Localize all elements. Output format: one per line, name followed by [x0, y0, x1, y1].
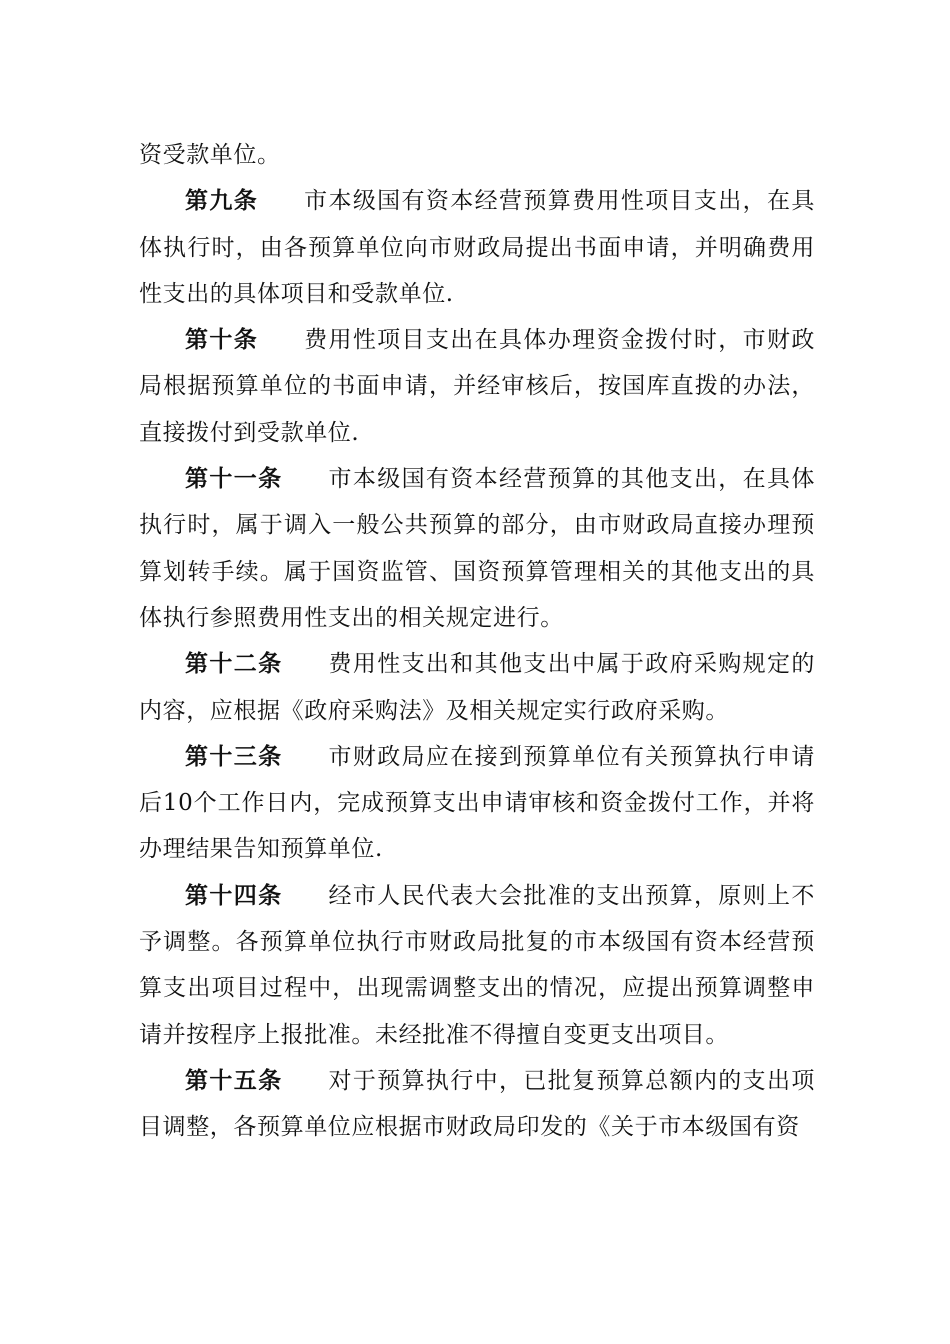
paragraph-text: 市财政局应在接到预算单位有关预算执行申请后10个工作日内，完成预算支出申请审核和资金拨付工作，并将办理结果告知预算单位.: [139, 743, 816, 863]
article-11: [139, 456, 815, 641]
paragraph-text: 资受款单位。: [139, 142, 281, 168]
article-number: 第十一条: [185, 465, 283, 493]
paragraph-text: 市本级国有资本经营预算费用性项目支出，在具体执行时，由各预算单位向市财政局提出书面申请，并明确费用性支出的具体项目和受款单位.: [139, 188, 815, 307]
article-number: 第十五条: [185, 1066, 283, 1094]
article-number: 第十四条: [185, 881, 283, 909]
article-number: 第十三条: [185, 742, 283, 770]
article-number: 第九条: [185, 187, 259, 215]
document-body: [139, 132, 815, 1151]
article-13: [139, 734, 815, 873]
paragraph-text: 经市人民代表大会批准的支出预算，原则上不予调整。各预算单位执行市财政局批复的市本级国有资本经营预算支出项目过程中，出现需调整支出的情况，应提出预算调整申请并按程序上报批准。未经批准不得擅自变更支出项目。: [139, 882, 816, 1048]
paragraph-continuation: [139, 132, 815, 178]
article-12: [139, 641, 815, 734]
paragraph-text: 费用性项目支出在具体办理资金拨付时，市财政局根据预算单位的书面申请，并经审核后，按国库直拨的办法，直接拨付到受款单位.: [139, 327, 815, 446]
paragraph-text: 市本级国有资本经营预算的其他支出，在具体执行时，属于调入一般公共预算的部分，由市财政局直接办理预算划转手续。属于国资监管、国资预算管理相关的其他支出的具体执行参照费用性支出的相关规定进行。: [139, 466, 816, 631]
article-10: [139, 317, 815, 456]
paragraph-text: 费用性支出和其他支出中属于政府采购规定的内容，应根据《政府采购法》及相关规定实行政府采购。: [139, 651, 816, 724]
article-15: [139, 1058, 815, 1151]
article-number: 第十条: [185, 326, 259, 354]
article-9: [139, 178, 815, 317]
article-number: 第十二条: [185, 650, 283, 678]
paragraph-text: 对于预算执行中，已批复预算总额内的支出项目调整，各预算单位应根据市财政局印发的《关于市本级国有资: [139, 1067, 816, 1141]
article-14: [139, 873, 815, 1058]
